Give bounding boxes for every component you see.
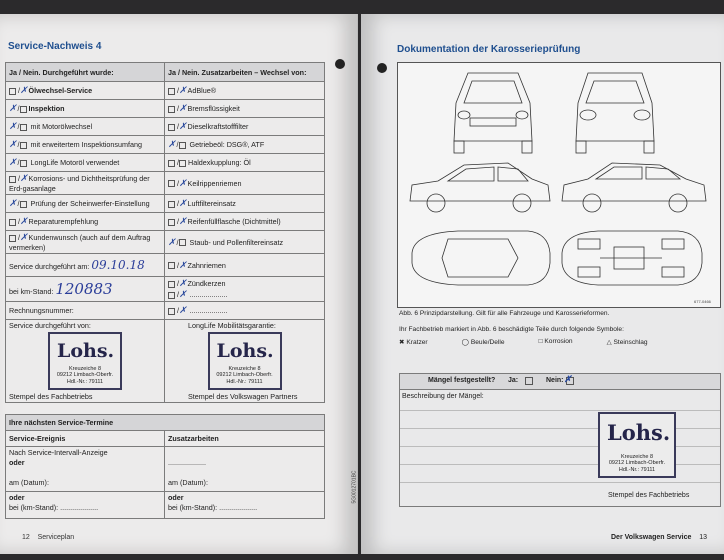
row-c1: ✗/ Inspektion [6,100,165,118]
check-mark-icon: ✗ [179,198,187,208]
defect-box [399,373,721,507]
legend-dent: ◯ Beule/Delle [461,339,505,346]
next-col2: Zusatzarbeiten [165,431,325,447]
instruction-text: Ihr Fachbetrieb markiert in Abb. 6 beschädigte Teile durch folgende Symbole: [399,326,624,333]
km-handwritten: 120883 [55,280,113,298]
next-cell: Nach Service-Intervall-Anzeige oder am (Datum): [6,447,165,492]
check-mark-icon: ✗ [179,305,187,315]
legend-stonechip: △ Steinschlag [606,339,648,346]
page-footer: 12 Serviceplan [22,534,75,541]
symbol-legend [399,338,648,346]
figure-code: 677-0466 [694,299,711,304]
service-date-handwritten: 09.10.18 [91,258,145,272]
invoice-cell: Rechnungsnummer: [6,302,165,320]
checkbox-icon [20,160,27,167]
checkbox-icon [168,160,175,167]
defect-header: Mängel festgestellt? Ja: Nein: ✗ [400,374,720,390]
binder-hole [335,59,345,69]
km-cell: bei km-Stand: 120883 [6,277,165,302]
row-c1: /✗Reparaturempfehlung [6,213,165,231]
row-c2: /✗Reifenfüllflasche (Dichtmittel) [165,213,325,231]
stamp-brand: Lohs. [57,340,115,362]
row-c2: /✗AdBlue® [165,82,325,100]
check-mark-icon: ✗ [179,278,187,288]
checkbox-icon [168,262,175,269]
legend-scratch: ✖ Kratzer [399,339,428,346]
car-diagram [397,62,721,308]
stamp-brand: Lohs. [216,340,274,362]
dealer-stamp [48,332,122,390]
row-c1: ✗/ LongLife Motoröl verwendet [6,154,165,172]
row-c1: /✗Kundenwunsch (auch auf dem Auftrag vermerken) [6,231,165,254]
row-c2: /✗ ................... [165,302,325,320]
row-c1: ✗/ mit erweitertem Inspektionsumfang [6,136,165,154]
left-page [0,14,358,554]
next-col1: Service-Ereignis [6,431,165,447]
checkbox-icon [179,142,186,149]
col1-header: Ja / Nein. Durchgeführt wurde: [6,63,165,82]
next-cell: oder bei (km-Stand): ................... [6,492,165,519]
service-date-cell: Service durchgeführt am: 09.10.18 [6,254,165,277]
stamp-caption: Stempel des Volkswagen Partners [188,392,298,401]
next-service-table [5,414,325,519]
check-mark-icon: ✗ [179,289,187,299]
checkbox-icon [20,124,27,131]
col2-header: Ja / Nein. Zusatzarbeiten – Wechsel von: [165,63,325,82]
stamp-address: Kreuzeiche 8 09212 Limbach-Oberfr. Hdl.-Nr.: 79111 [608,453,666,473]
ruled-line [400,410,720,411]
page-title: Service-Nachweis 4 [8,41,102,52]
check-mark-icon: ✗ [9,198,17,208]
check-mark-icon: ✗ [179,177,187,188]
check-mark-icon: ✗ [9,121,17,131]
check-mark-icon: ✗ [168,139,176,149]
checkbox-icon [168,292,175,299]
checkbox-icon [168,88,175,95]
row-c2: ✗/ Staub- und Pollenfiltereinsatz [165,231,325,254]
row-c2: ✗/ Getriebeöl: DSG®, ATF [165,136,325,154]
check-mark-icon: ✗ [9,139,17,149]
row-c1: ✗/ Prüfung der Scheinwerfer-Einstellung [6,195,165,213]
row-c2: / Haldexkupplung: Öl [165,154,325,172]
row-c2: /✗Bremsflüssigkeit [165,100,325,118]
stamp-brand: Lohs. [607,420,671,445]
stamp-caption: Stempel des Fachbetriebs [9,392,93,401]
row-c2: /✗Zündkerzen /✗ ................... [165,277,325,302]
checkbox-icon [168,106,175,113]
check-mark-icon: ✗ [179,85,187,95]
checkbox-icon [9,219,16,226]
checkbox-icon [168,124,175,131]
checkbox-icon [168,308,175,315]
check-mark-icon: ✗ [564,374,572,384]
checkbox-yes[interactable] [525,377,533,385]
row-c2: /✗Luftfiltereinsatz [165,195,325,213]
row-c2: /✗Keilrippenriemen [165,172,325,195]
legend-corrosion: □ Korrosion [538,338,573,345]
checkbox-icon [168,201,175,208]
check-mark-icon: ✗ [20,232,28,242]
check-mark-icon: ✗ [20,216,28,226]
checkbox-icon [9,88,16,95]
checkbox-icon [179,239,186,246]
next-cell: ................... am (Datum): [165,447,325,492]
stamp-address: Kreuzeiche 8 09212 Limbach-Oberfr. Hdl.-Nr.: 79111 [216,365,273,385]
row-c1: /✗Ölwechsel-Service [6,82,165,100]
check-mark-icon: ✗ [9,103,17,113]
checkbox-icon [168,219,175,226]
service-table [5,62,325,403]
checkbox-icon [179,160,186,167]
page-title: Dokumentation der Karosserieprüfung [397,44,581,55]
check-mark-icon: ✗ [179,103,187,113]
next-cell: oder bei (km-Stand): ................... [165,492,325,519]
dealer-stamp [598,412,676,478]
check-mark-icon: ✗ [179,259,187,270]
page-footer: Der Volkswagen Service 13 [611,534,707,541]
checkbox-icon [20,106,27,113]
checkbox-icon [9,235,16,242]
check-mark-icon: ✗ [179,121,187,131]
stamp-address: Kreuzeiche 8 09212 Limbach-Oberfr. Hdl.-Nr.: 79111 [56,365,114,385]
check-mark-icon: ✗ [179,216,187,226]
checkbox-icon [20,201,27,208]
check-mark-icon: ✗ [20,85,28,95]
dealer-stamp [208,332,282,390]
row-c1: /✗Korrosions- und Dichtheitsprüfung der Erd-gasanlage [6,172,165,195]
checkbox-icon [9,176,16,183]
stamp-cell: Service durchgeführt von: Lohs. Kreuzeiche 8 09212 Limbach-Oberfr. Hdl.-Nr.: 79111 Stempel des Fachbetriebs [6,320,165,403]
row-c1: ✗/ mit Motorölwechsel [6,118,165,136]
checkbox-icon [20,142,27,149]
next-title: Ihre nächsten Service-Termine [6,415,325,431]
stamp-caption: Stempel des Fachbetriebs [608,492,690,499]
right-page [361,14,724,554]
binder-hole [377,63,387,73]
ruled-line [400,482,720,483]
row-c2: /✗Zahnriemen [165,254,325,277]
checkbox-icon [168,180,175,187]
stamp-cell: LongLife Mobilitätsgarantie: Lohs. Kreuzeiche 8 09212 Limbach-Oberfr. Hdl.-Nr.: 79111 Stempel des Volkswagen Partners [165,320,325,403]
check-mark-icon: ✗ [20,173,28,183]
car-outline-drawing [398,63,720,307]
check-mark-icon: ✗ [168,236,176,247]
defect-description-label: Beschreibung der Mängel: [402,393,484,400]
row-c2: /✗Dieselkraftstofffilter [165,118,325,136]
print-code: 5G0012701BC [351,470,358,504]
check-mark-icon: ✗ [9,157,17,167]
figure-caption: Abb. 6 Prinzipdarstellung. Gilt für alle Fahrzeuge und Karosserieformen. [399,310,610,317]
checkbox-icon [168,281,175,288]
